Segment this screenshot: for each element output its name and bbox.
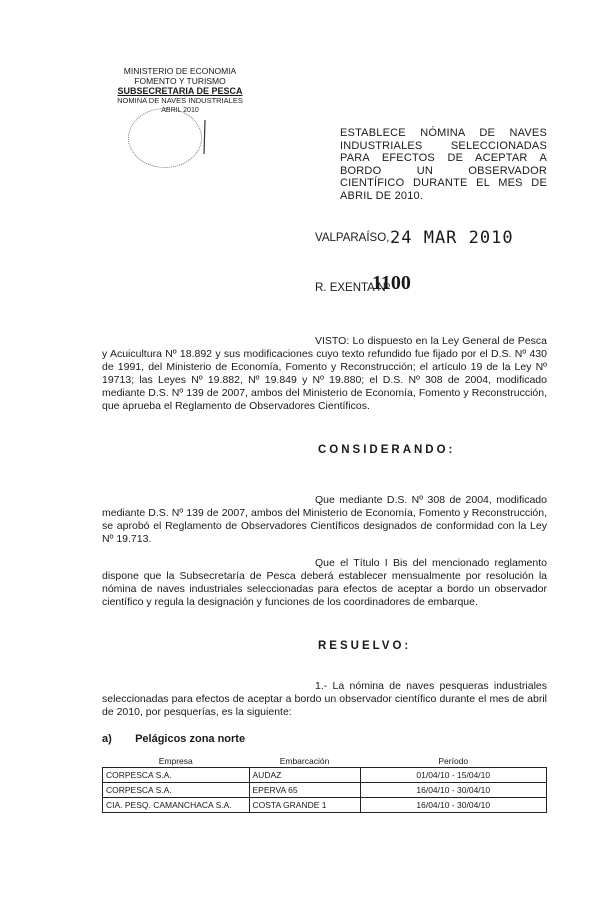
cell-empresa: CIA. PESQ. CAMANCHACA S.A. — [103, 798, 250, 813]
table-row — [103, 783, 547, 798]
ministry-subname: FOMENTO Y TURISMO — [134, 76, 226, 86]
cell-periodo: 01/04/10 - 15/04/10 — [360, 768, 546, 783]
section-a-heading — [102, 733, 245, 745]
considerando-heading: CONSIDERANDO: — [318, 444, 456, 456]
table-header-row — [103, 755, 547, 768]
document-topic: NOMINA DE NAVES INDUSTRIALES — [117, 96, 243, 105]
section-a-title: Pelágicos zona norte — [135, 733, 246, 745]
header-embarcacion: Embarcación — [249, 755, 360, 768]
cell-empresa: CORPESCA S.A. — [103, 768, 250, 783]
resuelvo-paragraph-1: 1.- La nómina de naves pesqueras industriales seleccionadas para efectos de aceptar a bordo un observador científico durante el mes de abril de 2010, por pesquerías, es la siguiente: — [102, 680, 547, 718]
undersecretariat-name: SUBSECRETARIA DE PESCA — [117, 86, 243, 96]
considerando-paragraph-2: Que el Título I Bis del mencionado reglamento dispone que la Subsecretaría de Pesca deberá establecer mensualmente por resolución la nómina de naves industriales seleccionadas para efectos de aceptar a bordo un observador científico y regula la designación y funciones de los coordinadores de embarque. — [102, 557, 547, 608]
cell-embarcacion: EPERVA 65 — [249, 783, 360, 798]
cell-periodo: 16/04/10 - 30/04/10 — [360, 798, 546, 813]
official-stamp — [128, 108, 202, 168]
signature-mark — [195, 118, 215, 158]
visto-paragraph: VISTO: Lo dispuesto en la Ley General de Pesca y Acuicultura Nº 18.892 y sus modificaciones cuyo texto refundido fue fijado por el D.S. Nº 430 de 1991, del Ministerio de Economía, Fomento y Reconstrucción; el artículo 19 de la Ley Nº 19713; las Leyes Nº 19.882, Nº 19.849 y Nº 19.880; el D.S. Nº 308 de 2004, modificado mediante D.S. Nº 139 de 2007, ambos del Ministerio de Economía, Fomento y Reconstrucción, que aprueba el Reglamento de Observadores Científicos. — [102, 335, 547, 412]
letterhead — [100, 66, 260, 116]
vessel-table — [102, 755, 547, 813]
date-stamp: 24 MAR 2010 — [390, 228, 514, 248]
resolution-number: 1100 — [372, 272, 411, 294]
cell-embarcacion: COSTA GRANDE 1 — [249, 798, 360, 813]
document-month: ABRIL 2010 — [161, 107, 199, 114]
ministry-name: MINISTERIO DE ECONOMIA — [123, 66, 237, 76]
section-a-letter: a) — [102, 733, 112, 745]
resuelvo-heading: RESUELVO: — [318, 640, 412, 652]
table-row — [103, 768, 547, 783]
header-empresa: Empresa — [103, 755, 250, 768]
considerando-paragraph-1: Que mediante D.S. Nº 308 de 2004, modificado mediante D.S. Nº 139 de 2007, ambos del Ministerio de Economía, Fomento y Reconstrucción, se aprobó el Reglamento de Observadores Científicos designados de conformidad con la Ley Nº 19.713. — [102, 494, 547, 545]
resolution-label: R. EXENTA Nº — [315, 282, 390, 294]
place-label: VALPARAÍSO, — [315, 232, 390, 244]
table-row — [103, 798, 547, 813]
document-subject: ESTABLECE NÓMINA DE NAVES INDUSTRIALES SELECCIONADAS PARA EFECTOS DE ACEPTAR A BORDO UN OBSERVADOR CIENTÍFICO DURANTE EL MES DE ABRIL DE 2010. — [340, 127, 547, 202]
cell-periodo: 16/04/10 - 30/04/10 — [360, 783, 546, 798]
header-periodo: Período — [360, 755, 546, 768]
cell-embarcacion: AUDAZ — [249, 768, 360, 783]
cell-empresa: CORPESCA S.A. — [103, 783, 250, 798]
